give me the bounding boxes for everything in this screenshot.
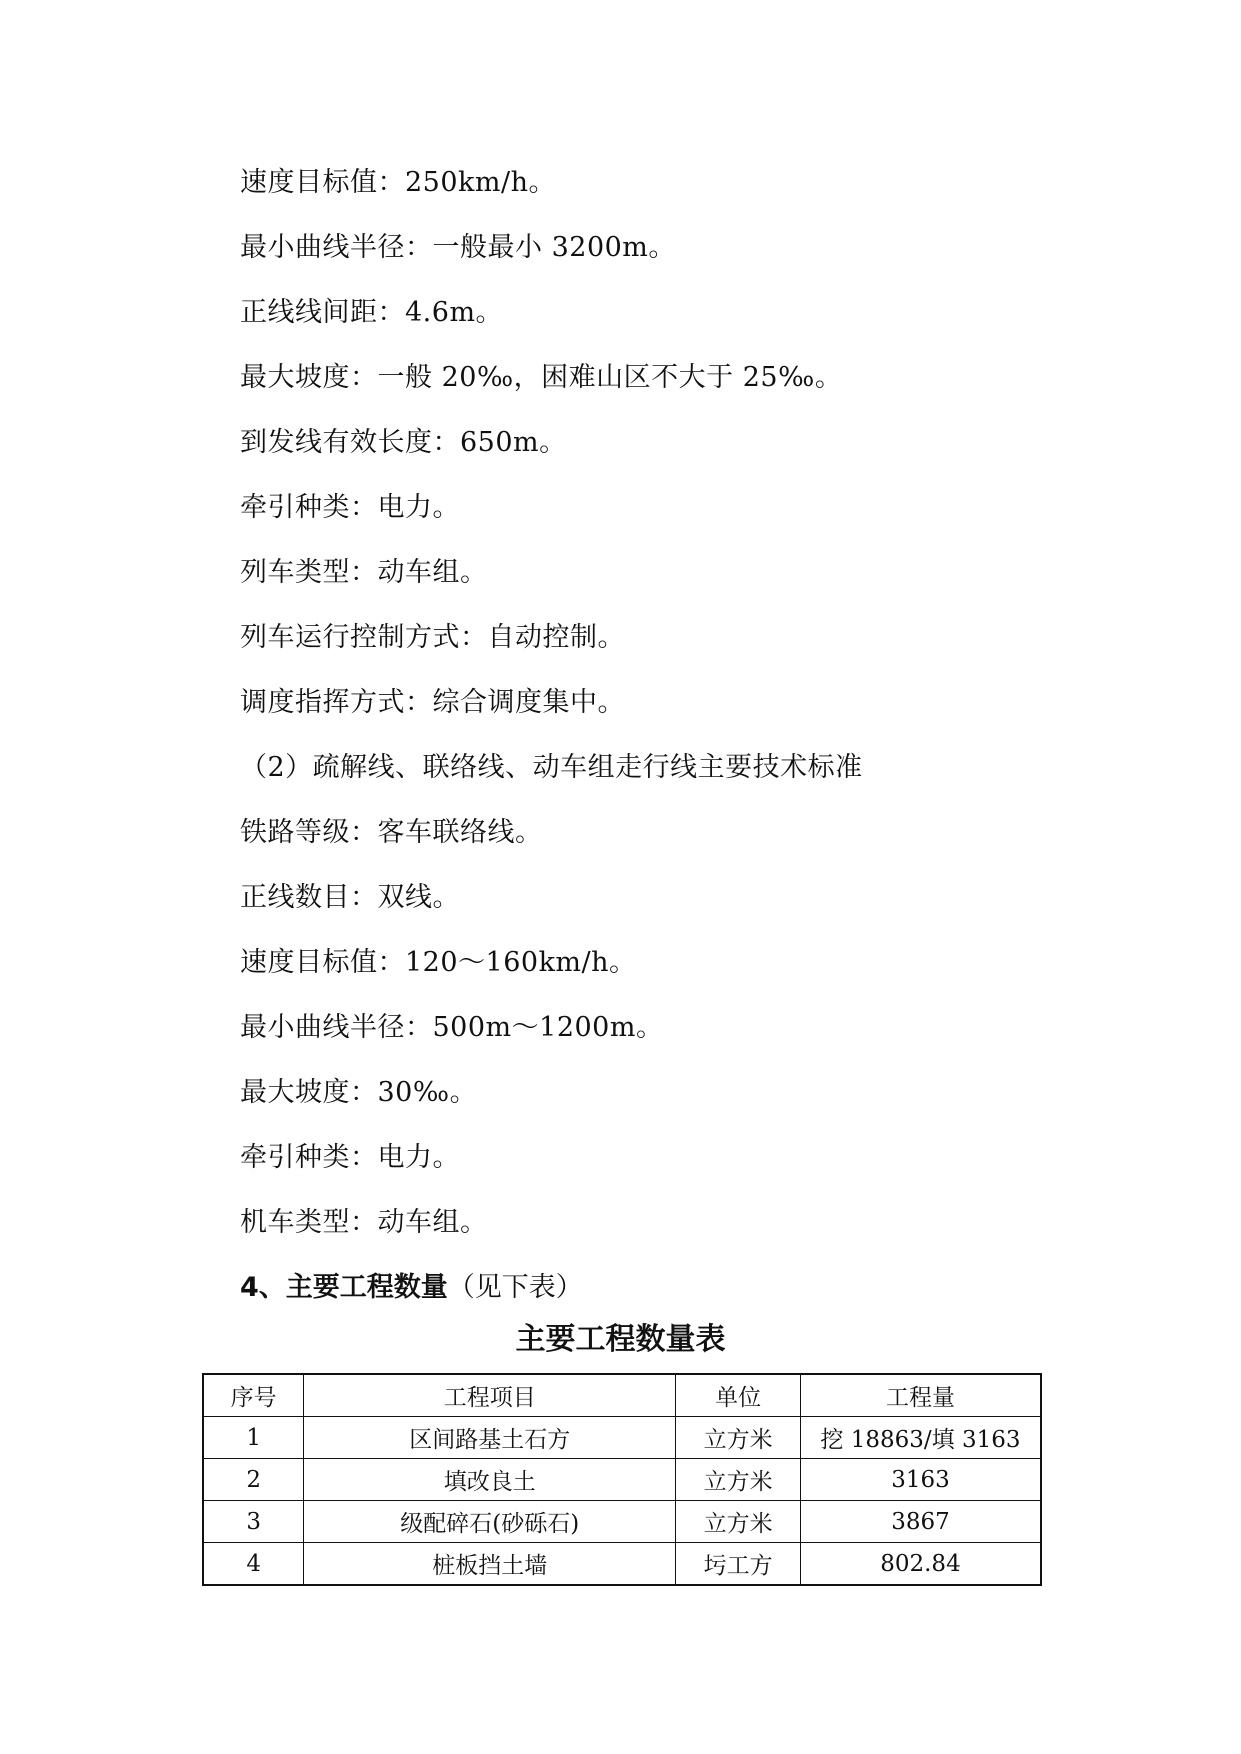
- section-heading-bold: 4、主要工程数量: [240, 1272, 448, 1303]
- text-line-max-gradient: 最大坡度：一般 20‰，困难山区不大于 25‰。: [240, 362, 843, 393]
- table-header-row: [203, 1374, 1041, 1417]
- cell-unit: 立方米: [676, 1501, 801, 1543]
- text-line-track-spacing: 正线线间距：4.6m。: [240, 297, 504, 328]
- text-line-max-gradient-2: 最大坡度：30‰。: [240, 1077, 478, 1108]
- section-heading: [240, 1270, 583, 1306]
- cell-item: 级配碎石(砂砾石): [304, 1501, 676, 1543]
- table-row: [203, 1501, 1041, 1543]
- table-row: [203, 1543, 1041, 1586]
- header-quantity: 工程量: [800, 1374, 1041, 1417]
- text-line-dispatch: 调度指挥方式：综合调度集中。: [240, 687, 625, 718]
- table-title: 主要工程数量表: [515, 1322, 726, 1357]
- text-line-locomotive-type: 机车类型：动车组。: [240, 1207, 488, 1238]
- text-line-traction-type-2: 牵引种类：电力。: [240, 1142, 460, 1173]
- header-item: 工程项目: [304, 1374, 676, 1417]
- cell-unit: 立方米: [676, 1459, 801, 1501]
- cell-item: 填改良土: [304, 1459, 676, 1501]
- text-line-main-tracks: 正线数目：双线。: [240, 882, 460, 913]
- cell-index: 3: [203, 1501, 304, 1543]
- text-line-traction-type: 牵引种类：电力。: [240, 492, 460, 523]
- text-line-speed-target-2: 速度目标值：120～160km/h。: [240, 947, 637, 978]
- cell-quantity: 802.84: [800, 1543, 1041, 1586]
- header-index: 序号: [203, 1374, 304, 1417]
- cell-index: 1: [203, 1417, 304, 1459]
- text-line-railway-grade: 铁路等级：客车联络线。: [240, 817, 543, 848]
- section-heading-note: （见下表）: [447, 1272, 583, 1303]
- cell-quantity: 3163: [800, 1459, 1041, 1501]
- header-unit: 单位: [676, 1374, 801, 1417]
- cell-unit: 圬工方: [676, 1543, 801, 1586]
- cell-index: 4: [203, 1543, 304, 1586]
- text-line-min-curve-radius-2: 最小曲线半径：500m～1200m。: [240, 1012, 664, 1043]
- cell-item: 区间路基土石方: [304, 1417, 676, 1459]
- text-line-train-type: 列车类型：动车组。: [240, 557, 488, 588]
- text-line-min-curve-radius: 最小曲线半径：一般最小 3200m。: [240, 232, 676, 263]
- table-row: [203, 1417, 1041, 1459]
- quantity-table: [202, 1373, 1042, 1586]
- cell-quantity: 挖 18863/填 3163: [800, 1417, 1041, 1459]
- cell-index: 2: [203, 1459, 304, 1501]
- subsection-heading: （2）疏解线、联络线、动车组走行线主要技术标准: [240, 752, 863, 783]
- cell-unit: 立方米: [676, 1417, 801, 1459]
- cell-item: 桩板挡土墙: [304, 1543, 676, 1586]
- text-line-speed-target: 速度目标值：250km/h。: [240, 167, 556, 198]
- text-line-siding-length: 到发线有效长度：650m。: [240, 427, 567, 458]
- cell-quantity: 3867: [800, 1501, 1041, 1543]
- table-row: [203, 1459, 1041, 1501]
- text-line-train-control: 列车运行控制方式：自动控制。: [240, 622, 625, 653]
